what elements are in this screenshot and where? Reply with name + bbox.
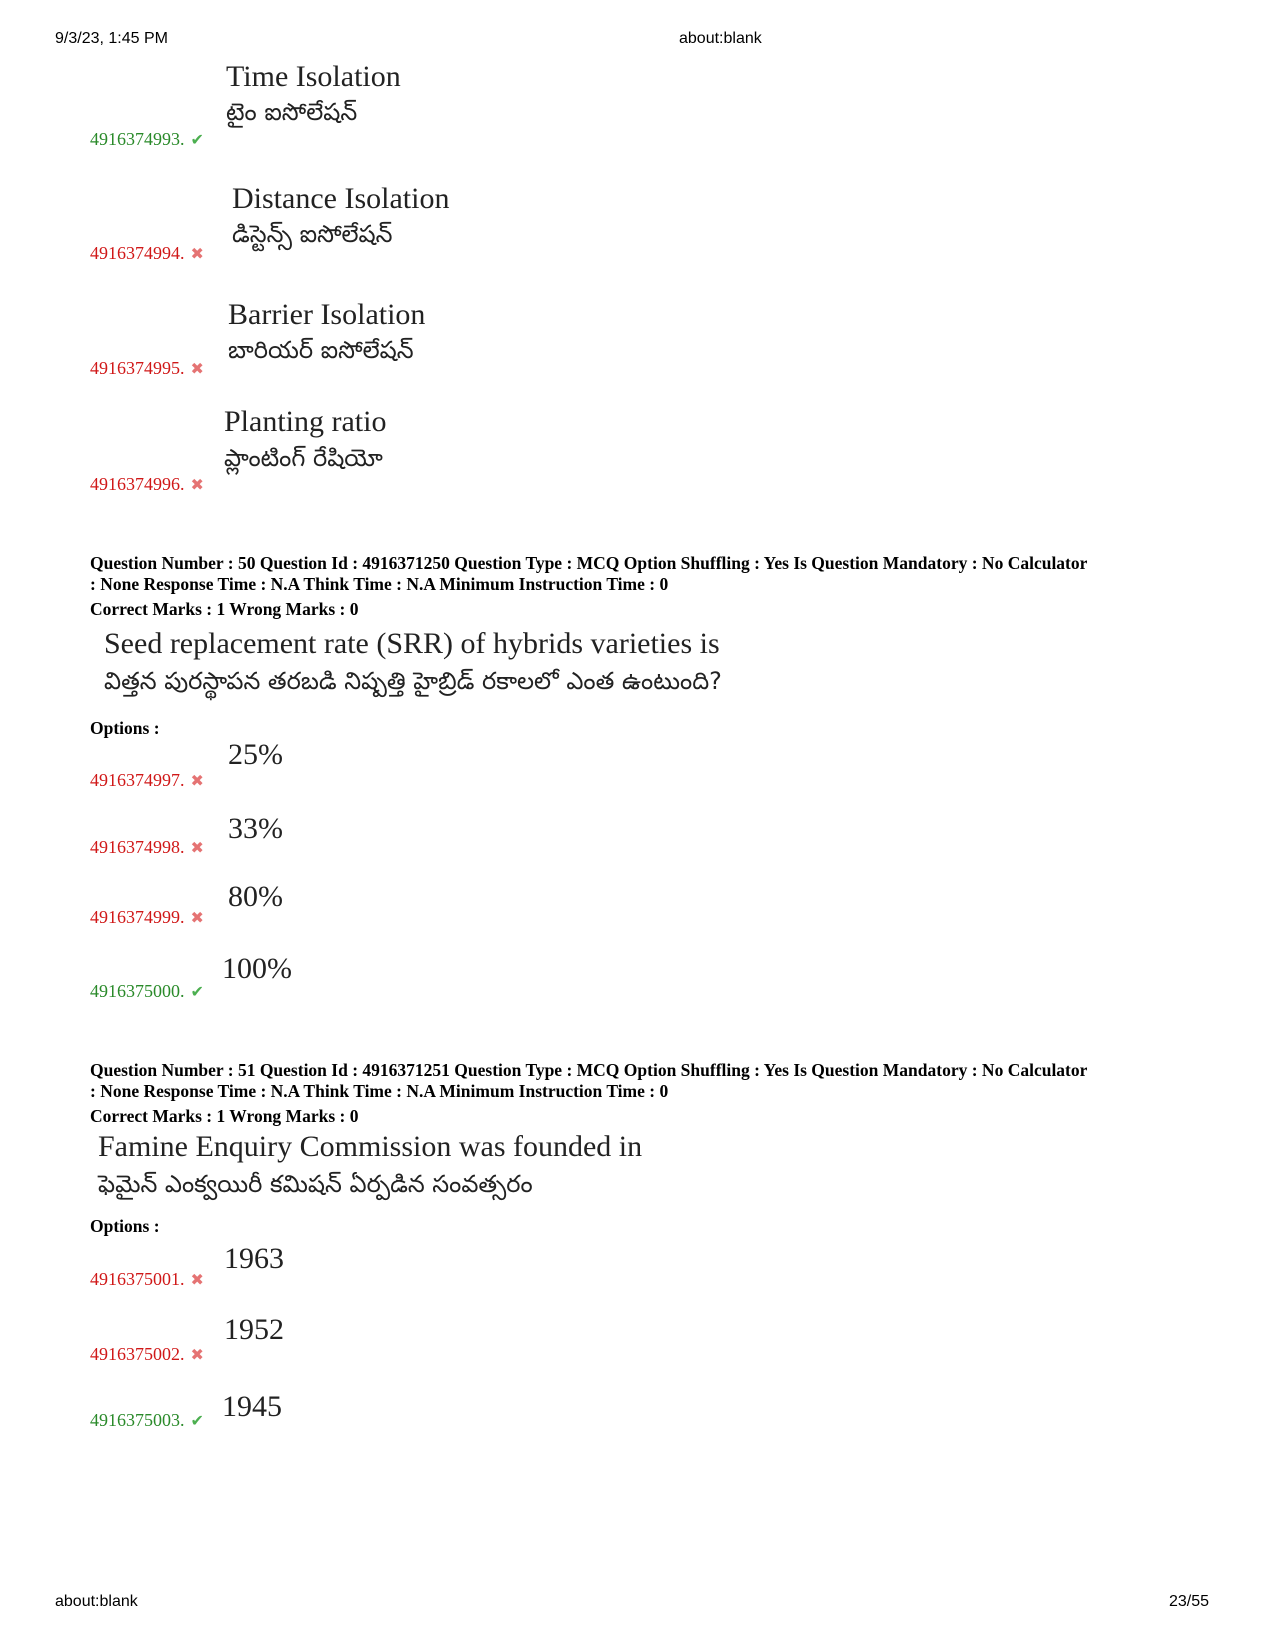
cross-icon: ✖ [190, 908, 204, 927]
option-value: 80% [228, 880, 283, 913]
cross-icon: ✖ [190, 359, 204, 378]
option-id-label: 4916374994. [90, 243, 185, 263]
option-value: 1945 [222, 1390, 282, 1423]
question-text-te: విత్తన పురస్థాపన తరబడి నిష్పత్తి హైబ్రిడ్ రకాలలో ఎంత ఉంటుంది? [104, 667, 722, 695]
question-text-en: Famine Enquiry Commission was founded in [98, 1130, 643, 1163]
question-marks: Correct Marks : 1 Wrong Marks : 0 [90, 1106, 359, 1126]
option-id-label: 4916374996. [90, 474, 185, 494]
option-id-label: 4916375003. [90, 1410, 185, 1430]
footer-url: about:blank [55, 1593, 138, 1610]
cross-icon: ✖ [190, 1345, 204, 1364]
option-text-en: Planting ratio [224, 405, 387, 438]
option-id-label: 4916374999. [90, 907, 185, 927]
option-id [90, 129, 204, 150]
question-meta-line2: : None Response Time : N.A Think Time : N.A Minimum Instruction Time : 0 [90, 1081, 669, 1101]
question-text-en: Seed replacement rate (SRR) of hybrids varieties is [104, 627, 720, 660]
option-id-label: 4916375002. [90, 1344, 185, 1364]
option-text-te: డిస్టెన్స్ ఐసోలేషన్ [232, 220, 393, 248]
option-id [90, 1344, 204, 1365]
option-id [90, 770, 204, 791]
option-id-label: 4916374995. [90, 358, 185, 378]
question-meta-line1: Question Number : 50 Question Id : 4916371250 Question Type : MCQ Option Shuffling : Yes Is Question Mandatory : No Calculator [90, 553, 1088, 573]
option-value: 1963 [224, 1242, 284, 1275]
cross-icon: ✖ [190, 244, 204, 263]
option-text-en: Time Isolation [226, 60, 401, 93]
option-id-label: 4916374998. [90, 837, 185, 857]
question-meta-line2: : None Response Time : N.A Think Time : N.A Minimum Instruction Time : 0 [90, 574, 669, 594]
print-datetime: 9/3/23, 1:45 PM [55, 30, 168, 47]
option-id [90, 358, 204, 379]
option-value: 1952 [224, 1313, 284, 1346]
options-label: Options : [90, 1216, 160, 1236]
option-text-te: ప్లాంటింగ్ రేషియో [224, 444, 383, 472]
option-id-label: 4916375001. [90, 1269, 185, 1289]
option-value: 100% [222, 952, 292, 985]
question-text-te: ఫెమైన్ ఎంక్వయిరీ కమిషన్ ఏర్పడిన సంవత్సరం [98, 1170, 533, 1198]
option-text-te: టైం ఐసోలేషన్ [226, 98, 358, 126]
cross-icon: ✖ [190, 475, 204, 494]
check-icon: ✔ [190, 130, 204, 149]
option-id [90, 1410, 204, 1431]
option-id [90, 243, 204, 264]
option-id-label: 4916374997. [90, 770, 185, 790]
option-id-label: 4916375000. [90, 981, 185, 1001]
options-label: Options : [90, 718, 160, 738]
option-id [90, 837, 204, 858]
option-id-label: 4916374993. [90, 129, 185, 149]
option-value: 25% [228, 738, 283, 771]
option-id [90, 907, 204, 928]
question-marks: Correct Marks : 1 Wrong Marks : 0 [90, 599, 359, 619]
option-text-en: Distance Isolation [232, 182, 450, 215]
check-icon: ✔ [190, 982, 204, 1001]
option-text-en: Barrier Isolation [228, 298, 426, 331]
option-id [90, 474, 204, 495]
page-number: 23/55 [1169, 1593, 1210, 1610]
question-meta-line1: Question Number : 51 Question Id : 4916371251 Question Type : MCQ Option Shuffling : Yes Is Question Mandatory : No Calculator [90, 1060, 1088, 1080]
option-text-te: బారియర్ ఐసోలేషన్ [228, 336, 414, 364]
check-icon: ✔ [190, 1411, 204, 1430]
cross-icon: ✖ [190, 1270, 204, 1289]
cross-icon: ✖ [190, 838, 204, 857]
option-id [90, 981, 204, 1002]
option-id [90, 1269, 204, 1290]
cross-icon: ✖ [190, 771, 204, 790]
print-url: about:blank [679, 30, 762, 47]
option-value: 33% [228, 812, 283, 845]
